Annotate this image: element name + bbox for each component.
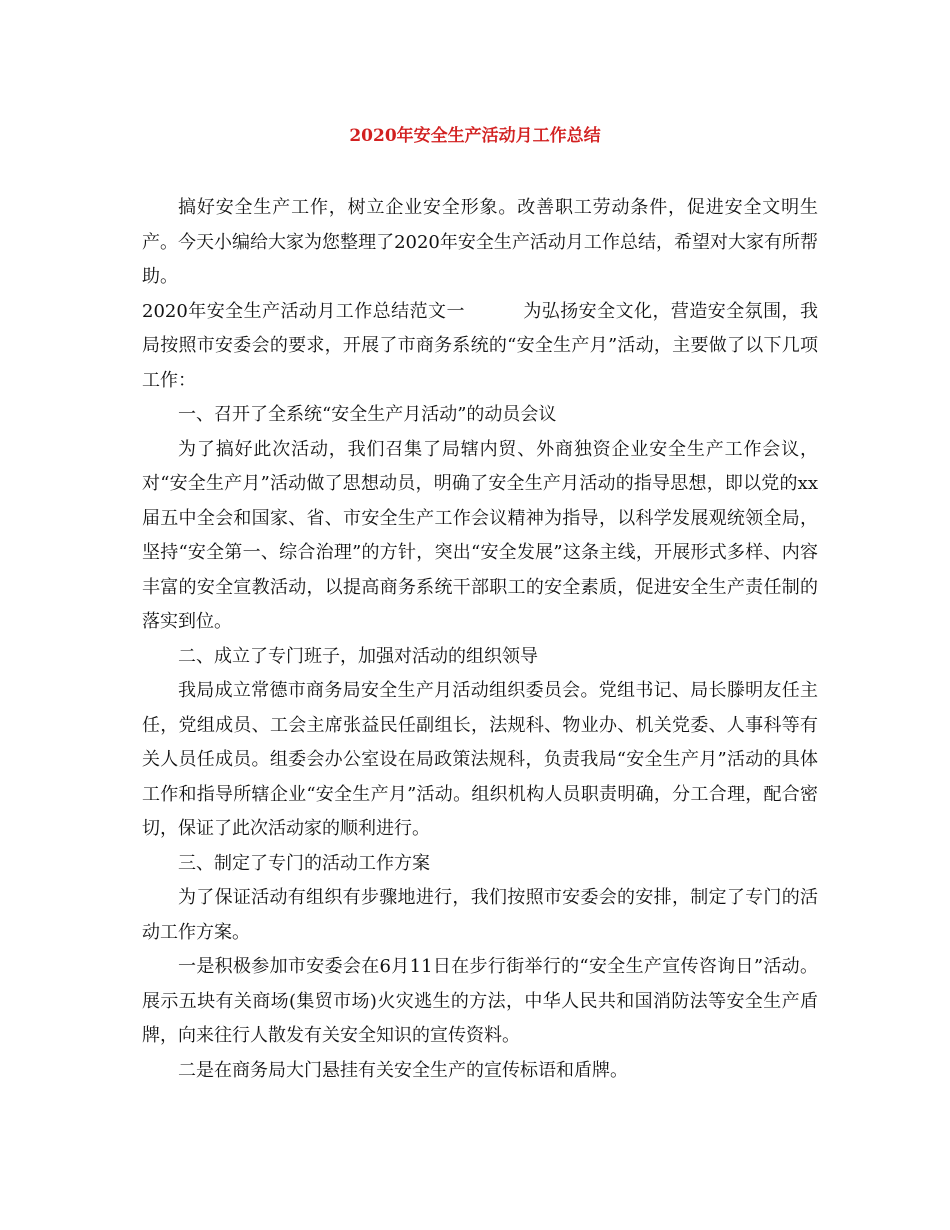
intro-paragraph: 搞好安全生产工作，树立企业安全形象。改善职工劳动条件，促进安全文明生产。今天小编给大家为您整理了2020年安全生产活动月工作总结，希望对大家有所帮助。 (142, 197, 818, 287)
body-paragraph: 二是在商务局大门悬挂有关安全生产的宣传标语和盾牌。 (178, 1059, 628, 1081)
example-lead: 为弘扬安全文化，营造安全氛围，我局按照市安委会的要求，开展了市商务系统的“安全生产月”活动，主要做了以下几项工作： (142, 300, 818, 391)
example-paragraph (142, 295, 818, 399)
section-heading-2: 二、成立了专门班子，加强对活动的组织领导 (178, 645, 538, 667)
body-paragraph: 一是积极参加市安委会在6月11日在步行街举行的“安全生产宣传咨询日”活动。展示五块有关商场(集贸市场)火灾逃生的方法，中华人民共和国消防法等安全生产盾牌，向来往行人散发有关安全知识的宣传资料。 (142, 956, 818, 1046)
body-paragraph: 为了搞好此次活动，我们召集了局辖内贸、外商独资企业安全生产工作会议，对“安全生产月”活动做了思想动员，明确了安全生产月活动的指导思想，即以党的xx届五中全会和国家、省、市安全生产工作会议精神为指导，以科学发展观统领全局，坚持“安全第一、综合治理”的方针，突出“安全发展”这条主线，开展形式多样、内容丰富的安全宣教活动，以提高商务系统干部职工的安全素质，促进安全生产责任制的落实到位。 (142, 438, 818, 632)
document-body (142, 191, 818, 1088)
document-title: 2020年安全生产活动月工作总结 (349, 126, 601, 146)
body-paragraph: 为了保证活动有组织有步骤地进行，我们按照市安委会的安排，制定了专门的活动工作方案。 (142, 887, 818, 943)
example-heading: 2020年安全生产活动月工作总结范文一 (142, 300, 465, 322)
body-paragraph: 我局成立常德市商务局安全生产月活动组织委员会。党组书记、局长滕明友任主任，党组成员、工会主席张益民任副组长，法规科、物业办、机关党委、人事科等有关人员任成员。组委会办公室设在局政策法规科，负责我局“安全生产月”活动的具体工作和指导所辖企业“安全生产月”活动。组织机构人员职责明确，分工合理，配合密切，保证了此次活动家的顺利进行。 (142, 680, 818, 839)
section-heading-1: 一、召开了全系统“安全生产月活动”的动员会议 (178, 404, 557, 425)
section-heading-3: 三、制定了专门的活动工作方案 (178, 852, 430, 874)
